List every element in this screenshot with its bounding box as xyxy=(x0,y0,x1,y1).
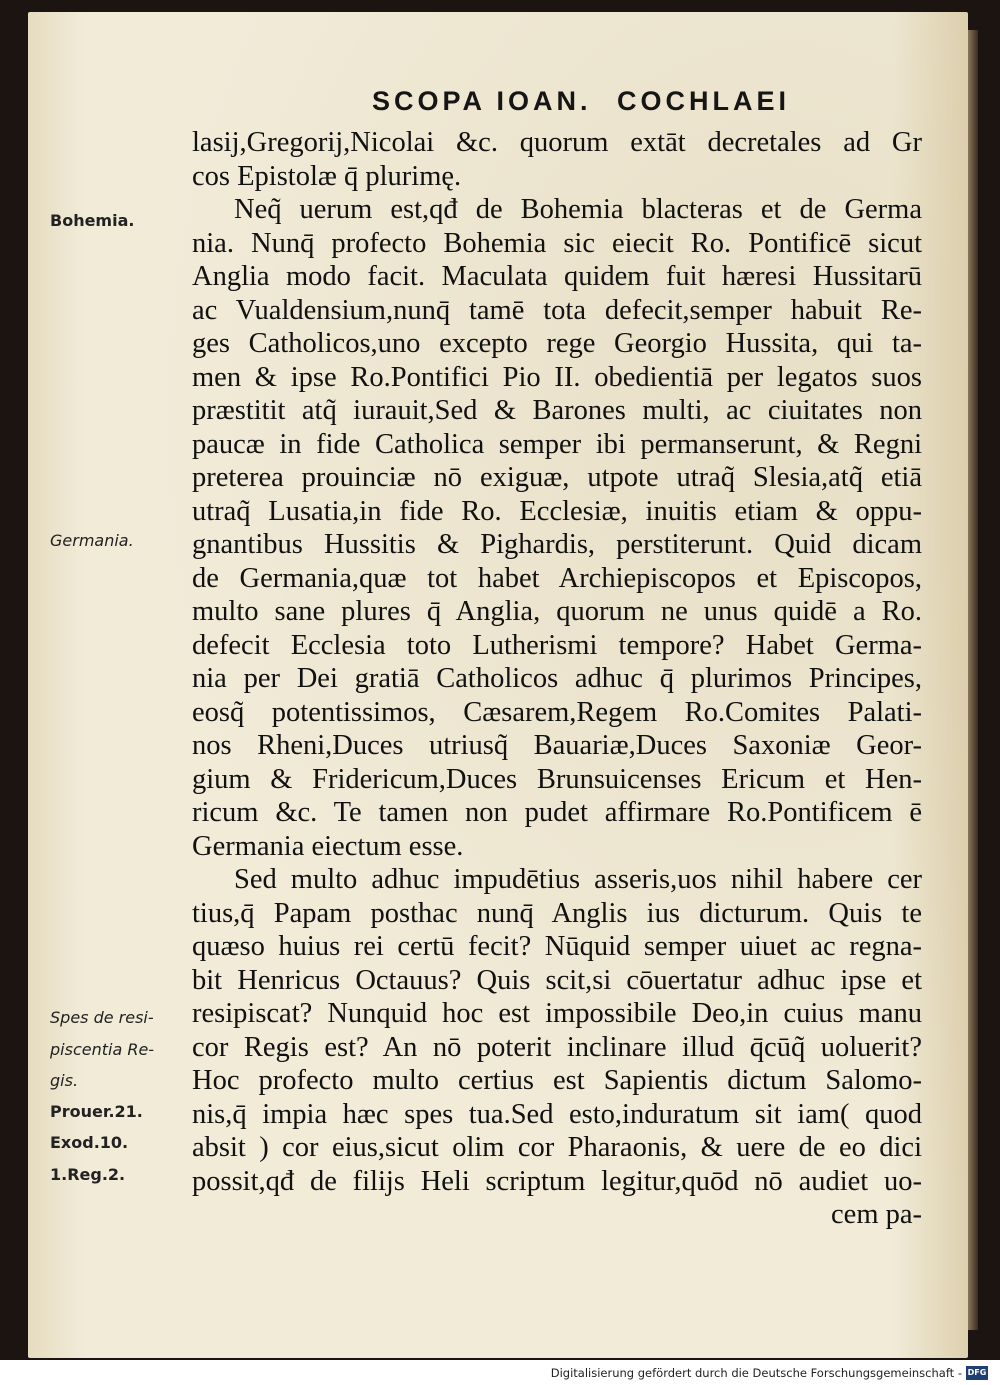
marginal-note-spes-1: Spes de resi- xyxy=(50,1008,154,1027)
body-line: cor Regis est? An nō poterit inclinare illud q̄cūq̃ uoluerit? xyxy=(192,1031,922,1063)
body-line: quæso huius rei certū fecit? Nūquid semper uiuet ac regna- xyxy=(192,931,922,962)
body-line: Sed multo adhuc impudētius asseris,uos nihil habere cer xyxy=(234,864,922,895)
body-line: possit,qđ de filijs Heli scriptum legitur,quōd nō audiet uo- xyxy=(192,1165,922,1197)
running-head xyxy=(0,86,1000,117)
body-line: gnantibus Hussitis & Pighardis, perstiterunt. Quid dicam xyxy=(192,529,922,560)
body-line: men & ipse Ro.Pontifici Pio II. obedientiā per legatos suos xyxy=(192,361,922,393)
footer-bar xyxy=(0,1362,1000,1385)
dfg-logo: DFG xyxy=(966,1366,988,1380)
body-line: ges Catholicos,uno excepto rege Georgio Hussita, qui ta- xyxy=(192,328,922,359)
body-line: nis,q̄ impia hæc spes tua.Sed esto,induratum sit iam( quod xyxy=(192,1098,922,1130)
marginal-ref-reg: 1.Reg.2. xyxy=(50,1165,126,1184)
marginal-ref-prouer: Prouer.21. xyxy=(50,1102,143,1121)
running-head-left: SCOPA IOAN. xyxy=(371,86,592,116)
body-line: tius,q̄ Papam posthac nunq̄ Anglis ius dicturum. Quis te xyxy=(192,897,922,929)
marginal-note-spes-2: piscentia Re- xyxy=(50,1040,155,1059)
body-line: paucæ in fide Catholica semper ibi permanserunt, & Regni xyxy=(192,428,922,460)
body-line: eosq̃ potentissimos, Cæsarem,Regem Ro.Comites Palati- xyxy=(192,696,922,728)
body-line: preterea prouinciæ nō exiguæ, utpote utraq̃ Slesia,atq̃ etiā xyxy=(192,462,922,493)
body-line: resipiscat? Nunquid hoc est impossibile Deo,in cuius manu xyxy=(192,998,922,1029)
body-line: defecit Ecclesia toto Lutherismi tempore? Habet Germa- xyxy=(192,629,922,661)
body-line: Neq̃ uerum est,qđ de Bohemia blacteras et de Germa xyxy=(234,194,922,225)
marginal-note-spes-3: gis. xyxy=(50,1071,79,1090)
body-line: de Germania,quæ tot habet Archiepiscopos et Episcopos, xyxy=(192,562,922,594)
body-line: nos Rheni,Duces utriusq̃ Bauariæ,Duces Saxoniæ Geor- xyxy=(192,730,922,761)
body-line: ac Vualdensium,nunq̄ tamē tota defecit,semper habuit Re- xyxy=(192,294,922,326)
catchword: cem pa- xyxy=(831,1199,922,1230)
body-line: Germania eiectum esse. xyxy=(192,830,464,862)
body-text xyxy=(192,126,922,1232)
body-line: multo sane plures q̄ Anglia, quorum ne unus quidē a Ro. xyxy=(192,596,922,627)
body-line: præstitit atq̃ iurauit,Sed & Barones multi, ac ciuitates non xyxy=(192,395,922,426)
body-line: absit ) cor eius,sicut olim cor Pharaonis, & uere de eo dici xyxy=(192,1132,922,1163)
body-line: Anglia modo facit. Maculata quidem fuit hæresi Hussitarū xyxy=(192,261,922,292)
page-edge xyxy=(968,30,978,1330)
running-head-right: COCHLAEI xyxy=(617,86,790,116)
marginal-note-bohemia: Bohemia. xyxy=(50,211,135,230)
marginal-ref-exod: Exod.10. xyxy=(50,1133,129,1152)
body-line: bit Henricus Octauus? Quis scit,si cōuertatur adhuc ipse et xyxy=(192,964,922,996)
body-line: ricum &c. Te tamen non pudet affirmare Ro.Pontificem ē xyxy=(192,797,922,828)
marginal-note-germania: Germania. xyxy=(50,531,134,550)
body-line: nia. Nunq̄ profecto Bohemia sic eiecit Ro. Pontificē sicut xyxy=(192,227,922,259)
body-line: gium & Fridericum,Duces Brunsuicenses Ericum et Hen- xyxy=(192,763,922,795)
body-line: lasij,Gregorij,Nicolai &c. quorum extāt decretales ad Gr xyxy=(192,127,922,158)
body-line: nia per Dei gratiā Catholicos adhuc q̄ plurimos Principes, xyxy=(192,663,922,694)
body-line: cos Epistolæ q̄ plurimę. xyxy=(192,160,462,192)
body-line: utraq̃ Lusatia,in fide Ro. Ecclesiæ, inuitis etiam & oppu- xyxy=(192,495,922,527)
body-line: Hoc profecto multo certius est Sapientis dictum Salomo- xyxy=(192,1065,922,1096)
funding-credit: Digitalisierung gefördert durch die Deutsche Forschungsgemeinschaft - xyxy=(550,1366,962,1380)
